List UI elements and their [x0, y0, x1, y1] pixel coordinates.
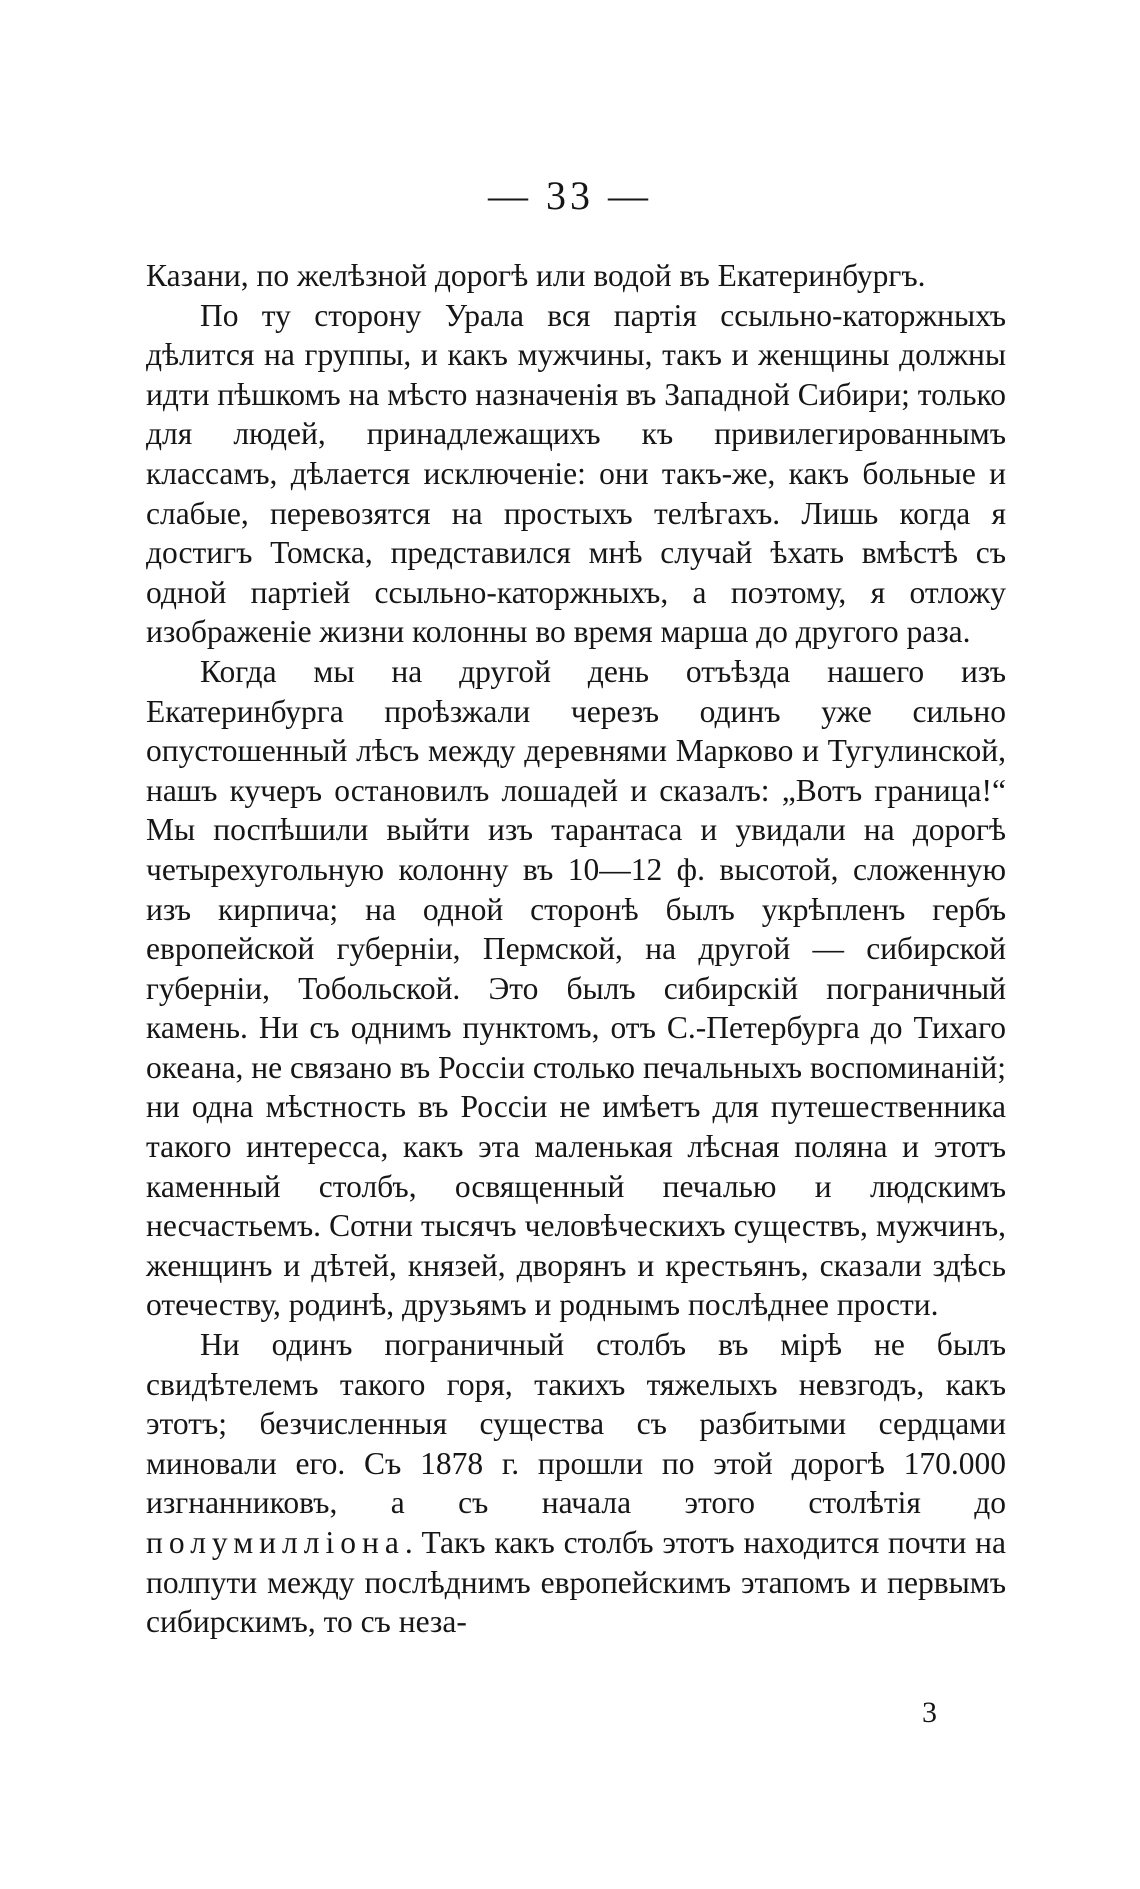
- paragraph-2: По ту сторону Урала вся партія ссыльно-каторжныхъ дѣлится на группы, и какъ мужчины, такъ и женщины должны идти пѣшкомъ на мѣсто назначенія въ Западной Сибири; только для людей, принадлежащихъ къ привилегированнымъ классамъ, дѣлается исключеніе: они такъ-же, какъ больные и слабые, перевозятся на простыхъ телѣгахъ. Лишь когда я достигъ Томска, представился мнѣ случай ѣхать вмѣстѣ съ одной партіей ссыльно-каторжныхъ, а поэтому, я отложу изображеніе жизни колонны во время марша до другого раза.: [146, 297, 1006, 650]
- paragraph-1: Казани, по желѣзной дорогѣ или водой въ Екатеринбургъ.: [146, 258, 926, 293]
- paragraph-3: Когда мы на другой день отъѣзда нашего изъ Екатеринбурга проѣзжали черезъ одинъ уже сильно опустошенный лѣсъ между деревнями Марково и Тугулинской, нашъ кучеръ остановилъ лошадей и сказалъ: „Вотъ граница!“ Мы поспѣшили выйти изъ тарантаса и увидали на дорогѣ четырехугольную колонну въ 10—12 ф. высотой, сложенную изъ кирпича; на одной сторонѣ былъ укрѣпленъ гербъ европейской губерніи, Пермской, на другой — сибирской губерніи, Тобольской. Это былъ сибирскій пограничный камень. Ни съ однимъ пунктомъ, отъ С.-Петербурга до Тихаго океана, не связано въ Россіи столько печальныхъ воспоминаній; ни одна мѣстность въ Россіи не имѣетъ для путешественника такого интересса, какъ эта маленькая лѣсная поляна и этотъ каменный столбъ, освященный печалью и людскимъ несчастьемъ. Сотни тысячъ человѣческихъ существъ, мужчинъ, женщинъ и дѣтей, князей, дворянъ и крестьянъ, сказали здѣсь отечеству, родинѣ, друзьямъ и роднымъ послѣднее прости.: [146, 653, 1006, 1323]
- page-number: — 33 —: [488, 173, 652, 218]
- body-text: [146, 256, 1006, 1642]
- signature-mark: 3: [922, 1696, 937, 1729]
- paragraph-4-spaced-word: полумилліона: [146, 1525, 405, 1560]
- paragraph-4-part-2: . Такъ какъ столбъ этотъ находится почти на полпути между послѣднимъ европейскимъ этапомъ и первымъ сибирскимъ, то съ неза-: [146, 1525, 1006, 1640]
- paragraph-4: [146, 1325, 1006, 1642]
- paragraph-4-part-1: Ни одинъ пограничный столбъ въ мірѣ не былъ свидѣтелемъ такого горя, такихъ тяжелыхъ невзгодъ, какъ этотъ; безчисленныя существа съ разбитыми сердцами миновали его. Съ 1878 г. прошли по этой дорогѣ 170.000 изгнанниковъ, а съ начала этого столѣтія до: [146, 1327, 1006, 1521]
